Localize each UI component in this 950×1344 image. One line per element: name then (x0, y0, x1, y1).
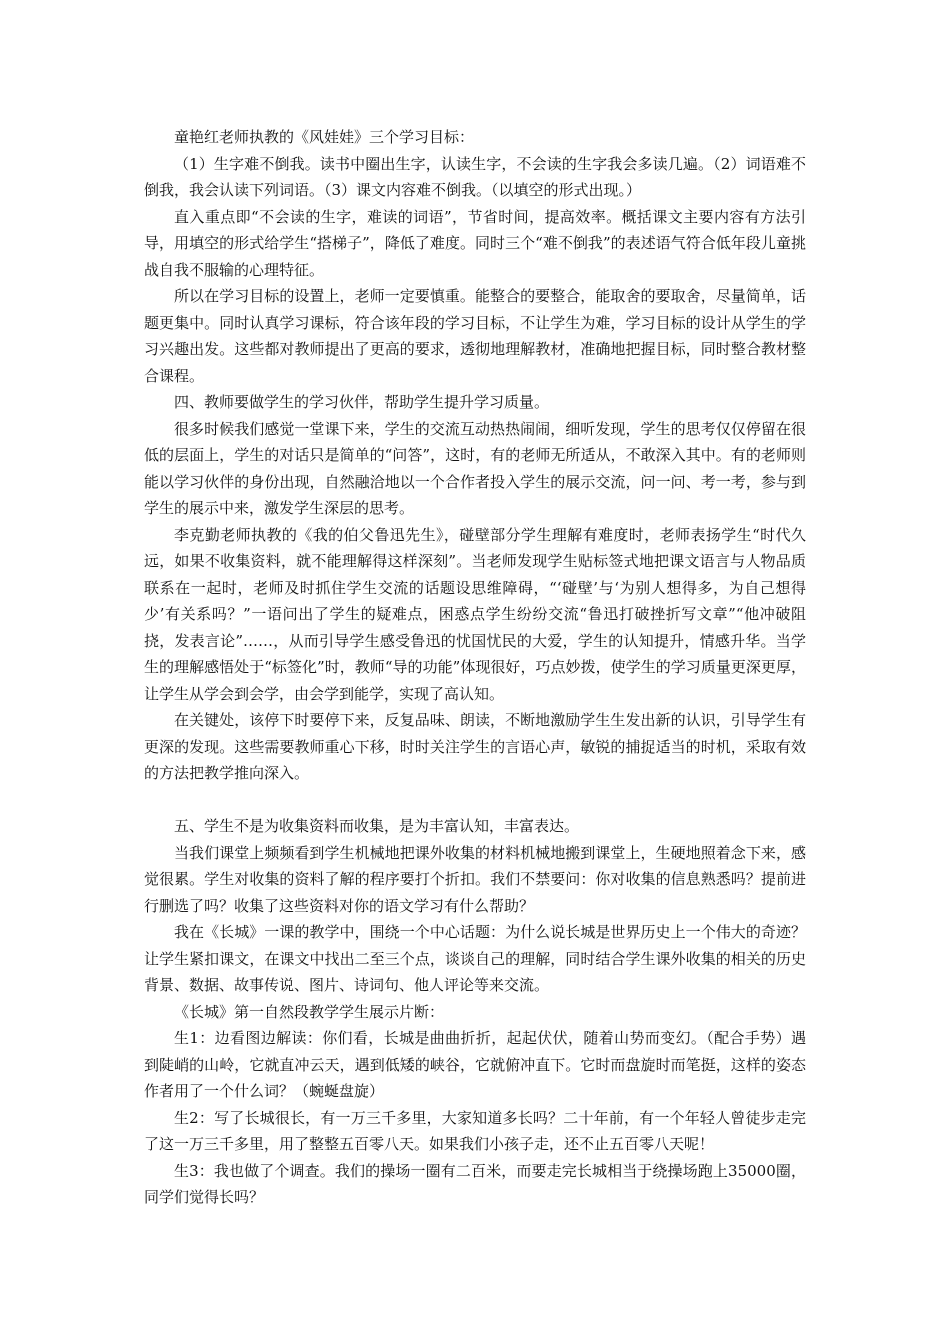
paragraph-student-3: 生3：我也做了个调查。我们的操场一圈有二百米，而要走完长城相当于绕操场跑上35000圈，同学们觉得长吗？ (144, 1161, 806, 1206)
section-heading-5: 五、学生不是为收集资料而收集，是为丰富认知，丰富表达。 (174, 817, 580, 835)
paragraph-material-collection: 当我们课堂上频频看到学生机械地把课外收集的材料机械地搬到课堂上，生硬地照着念下来，感觉很累。学生对收集的资料了解的程序要打个折扣。我们不禁要问：你对收集的信息熟悉吗？提前进行删选了吗？收集了这些资料对你的语文学习有什么帮助？ (144, 843, 806, 915)
paragraph-goal-setting: 所以在学习目标的设置上，老师一定要慎重。能整合的要整合，能取舍的要取舍，尽量简单，话题更集中。同时认真学习课标，符合该年段的学习目标，不让学生为难，学习目标的设计从学生的学习兴趣出发。这些都对教师提出了更高的要求，透彻地理解教材，准确地把握目标，同时整合教材整合课程。 (144, 287, 806, 385)
paragraph-goals-intro: 童艳红老师执教的《风娃娃》三个学习目标： (174, 128, 475, 146)
section-heading-4: 四、教师要做学生的学习伙伴，帮助学生提升学习质量。 (174, 393, 550, 411)
paragraph-student-1: 生1：边看图边解读：你们看，长城是曲曲折折，起起伏伏，随着山势而变幻。（配合手势）遇到陡峭的山岭，它就直冲云天，遇到低矮的峡谷，它就俯冲直下。它时而盘旋时而笔挺，这样的姿态作者用了一个什么词？（蜿蜒盘旋） (144, 1029, 806, 1100)
paragraph-student-2: 生2：写了长城很长，有一万三千多里，大家知道多长吗？二十年前，有一个年轻人曾徒步走完了这一万三千多里，用了整整五百零八天。如果我们小孩子走，还不止五百零八天呢！ (144, 1108, 806, 1153)
paragraph-spacer (144, 787, 806, 814)
paragraph-excerpt-title: 《长城》第一自然段教学学生展示片断： (174, 1002, 445, 1021)
paragraph-key-moments: 在关键处，该停下时要停下来，反复品味、朗读，不断地激励学生生发出新的认识，引导学生有更深的发现。这些需要教师重心下移，时时关注学生的言语心声，敏锐的捕捉适当的时机，采取有效的方法把教学推向深入。 (144, 711, 806, 782)
document-body (144, 124, 806, 1211)
paragraph-li-keqin-case: 李克勤老师执教的《我的伯父鲁迅先生》，碰壁部分学生理解有难度时，老师表扬学生“时代久远，如果不收集资料，就不能理解得这样深刻”。当老师发现学生贴标签式地把课文语言与人物品质联系在一起时，老师及时抓住学生交流的话题设思维障碍，“‘碰壁’与‘为别人想得多，为自己想得少’有关系吗？”一语问出了学生的疑难点，困惑点学生纷纷交流“鲁迅打破挫折写文章”“他冲破阻挠，发表言论”……，从而引导学生感受鲁迅的忧国忧民的大爱，学生的认知提升，情感升华。当学生的理解感悟处于“标签化”时，教师“导的功能”体现很好，巧点妙拨，使学生的学习质量更深更厚，让学生从学会到会学，由会学到能学，实现了高认知。 (144, 525, 806, 703)
paragraph-great-wall-lesson: 我在《长城》一课的教学中，围绕一个中心话题：为什么说长城是世界历史上一个伟大的奇迹？让学生紧扣课文，在课文中找出二至三个点，谈谈自己的理解，同时结合学生课外收集的相关的历史背景、数据、故事传说、图片、诗词句、他人评论等来交流。 (144, 923, 806, 994)
paragraph-goals-analysis: 直入重点即“不会读的生字，难读的词语”，节省时间，提高效率。概括课文主要内容有方法引导，用填空的形式给学生“搭梯子”，降低了难度。同时三个“难不倒我”的表述语气符合低年段儿童挑战自我不服输的心理特征。 (144, 207, 806, 279)
paragraph-learning-partner: 很多时候我们感觉一堂课下来，学生的交流互动热热闹闹，细听发现，学生的思考仅仅停留在很低的层面上，学生的对话只是简单的“问答”，这时，有的老师无所适从，不敢深入其中。有的老师则能以学习伙伴的身份出现，自然融洽地以一个合作者投入学生的展示交流，问一问、考一考，参与到学生的展示中来，激发学生深层的思考。 (144, 419, 806, 517)
paragraph-goals-list: （1）生字难不倒我。读书中圈出生字，认读生字，不会读的生字我会多读几遍。（2）词语难不倒我，我会认读下列词语。（3）课文内容难不倒我。（以填空的形式出现。） (144, 154, 806, 199)
